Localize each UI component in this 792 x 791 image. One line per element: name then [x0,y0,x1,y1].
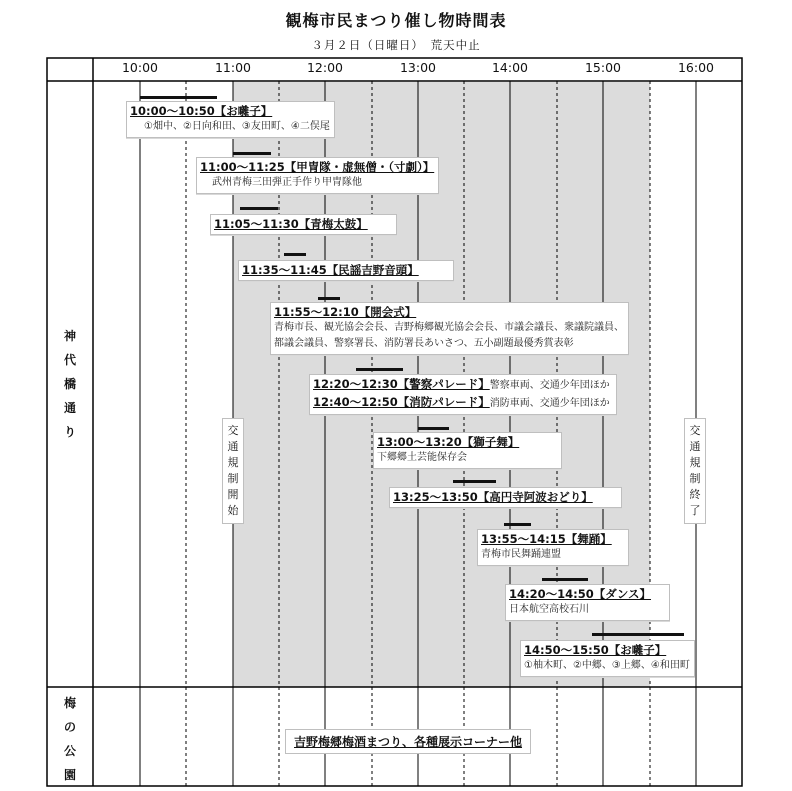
hour-label: 11:00 [214,60,252,75]
event-opening: 11:55～12:10【開会式】 青梅市長、観光協会会長、吉野梅郷観光協会会長、市議会議長、衆議院議員、 都議会議員、警察署長、消防署長あいさつ、五小副題最優秀賞表彰 [270,302,629,355]
time-bar [453,480,496,483]
hour-label: 15:00 [584,60,622,75]
event-parades: 12:20～12:30【警察パレード】警察車両、交通少年団ほか 12:40～12:50【消防パレード】消防車両、交通少年団ほか [309,374,617,415]
event-dance: 14:20～14:50【ダンス】 日本航空高校石川 [505,584,670,621]
event-umeshu-festival: 吉野梅郷梅酒まつり、各種展示コーナー他 [285,729,531,754]
hour-label: 16:00 [677,60,715,75]
hour-label: 14:00 [491,60,529,75]
time-bar [542,578,588,581]
section-label-kashiro: 神 代 橋 通 り [63,329,76,439]
traffic-end-note: 交 通 規 制 終 了 [684,418,706,524]
traffic-start-note: 交 通 規 制 開 始 [222,418,244,524]
event-ome-taiko: 11:05～11:30【青梅太鼓】 [210,214,397,235]
time-bar [240,207,278,210]
time-bar [284,253,306,256]
hour-label: 10:00 [121,60,159,75]
event-shishimai: 13:00～13:20【獅子舞】 下郷郷土芸能保存会 [373,432,562,469]
event-minyo: 11:35～11:45【民謡吉野音頭】 [238,260,454,281]
hour-label: 12:00 [306,60,344,75]
time-bar [592,633,684,636]
event-kacchu: 11:00～11:25【甲冑隊・虚無僧・（寸劇）】 武州青梅三田弾正手作り甲冑隊他 [196,157,439,194]
event-ohayashi-2: 14:50～15:50【お囃子】 ①柚木町、②中郷、③上郷、④和田町 [520,640,695,677]
time-bar [140,96,217,99]
hour-label: 13:00 [399,60,437,75]
event-buyo: 13:55～14:15【舞踊】 青梅市民舞踊連盟 [477,529,629,566]
time-bar [318,297,340,300]
page-title: 観梅市民まつり催し物時間表 [285,11,507,30]
section-label-ume: 梅 の 公 園 [63,696,76,782]
time-bar [418,427,449,430]
time-bar [233,152,271,155]
time-bar [356,368,403,371]
event-ohayashi-1: 10:00～10:50【お囃子】 ①畑中、②日向和田、③友田町、④二俣尾 [126,101,335,138]
time-bar [504,523,531,526]
page-subtitle: ３月２日（日曜日） 荒天中止 [311,38,481,52]
event-awaodori: 13:25～13:50【高円寺阿波おどり】 [389,487,622,508]
